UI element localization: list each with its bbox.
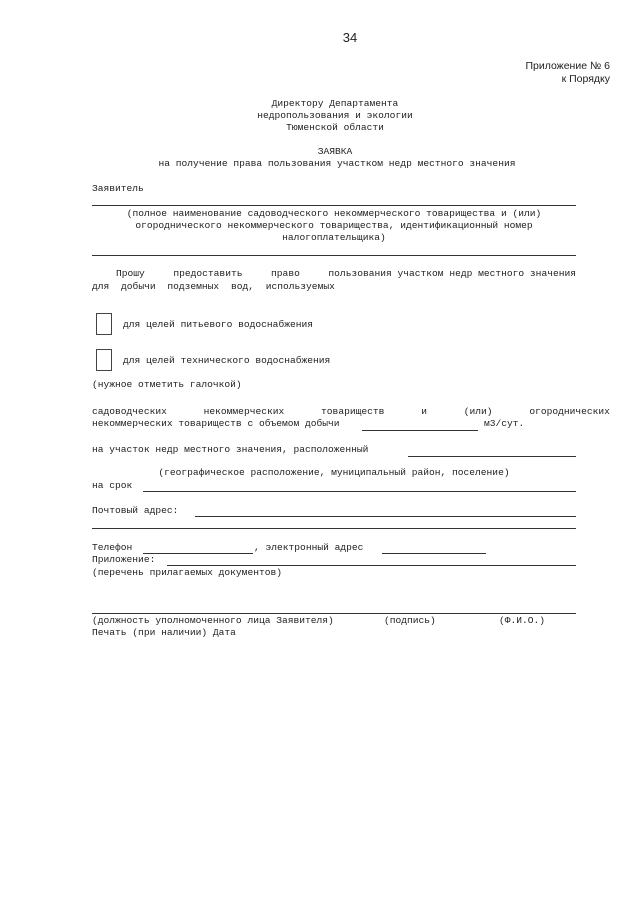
volume-word: и xyxy=(421,406,427,417)
volume-line-2-prefix: некоммерческих товариществ с объемом добычи xyxy=(92,418,340,429)
volume-input-line[interactable] xyxy=(362,430,478,431)
volume-line-1 xyxy=(92,406,610,417)
document-subtitle: на получение права пользования участком недр местного значения xyxy=(158,158,516,169)
volume-word: (или) xyxy=(463,406,493,417)
postal-input-line-2[interactable] xyxy=(92,528,576,529)
request-word: используемых xyxy=(265,281,335,292)
addressee-line-1: Директору Департамента xyxy=(271,98,399,109)
request-word: Прошу xyxy=(116,268,145,279)
drinking-water-checkbox[interactable] xyxy=(96,313,112,335)
location-label: на участок недр местного значения, расположенный xyxy=(92,444,369,455)
applicant-label: Заявитель xyxy=(92,183,144,194)
postal-label: Почтовый адрес: xyxy=(92,505,179,516)
location-hint: (географическое расположение, муниципальный район, поселение) xyxy=(158,467,510,478)
request-line-1 xyxy=(116,268,576,279)
email-label: , электронный адрес xyxy=(254,542,364,553)
request-word: подземных xyxy=(167,281,220,292)
position-hint: (должность уполномоченного лица Заявителя) xyxy=(92,615,334,626)
request-word: добычи xyxy=(121,281,156,292)
postal-input-line-1[interactable] xyxy=(195,516,576,517)
addressee-line-3: Тюменской области xyxy=(286,122,384,133)
technical-water-label: для целей технического водоснабжения xyxy=(123,355,331,366)
drinking-water-label: для целей питьевого водоснабжения xyxy=(123,319,313,330)
volume-unit: м3/сут. xyxy=(484,418,525,429)
request-word: право xyxy=(271,268,300,279)
attachment-label: Приложение: xyxy=(92,554,156,565)
sign-hint: (подпись) xyxy=(384,615,436,626)
request-word: вод, xyxy=(230,281,254,292)
location-input-line[interactable] xyxy=(408,456,576,457)
phone-input-line[interactable] xyxy=(143,553,253,554)
phone-label: Телефон xyxy=(92,542,133,553)
appendix-line-2: к Порядку xyxy=(561,73,610,85)
signature-line[interactable] xyxy=(92,613,576,614)
applicant-hint-line-2: огороднического некоммерческого товарищества, идентификационный номер xyxy=(135,220,533,231)
document-title: ЗАЯВКА xyxy=(317,146,353,157)
applicant-hint-line-3: налогоплательщика) xyxy=(282,232,386,243)
applicant-line-1[interactable] xyxy=(92,205,576,206)
volume-word: товариществ xyxy=(321,406,385,417)
applicant-hint-line-1: (полное наименование садоводческого некоммерческого товарищества и (или) xyxy=(126,208,542,219)
term-label: на срок xyxy=(92,480,133,491)
volume-word: садоводческих xyxy=(92,406,167,417)
request-word: пользования участком недр местного значения xyxy=(328,268,576,279)
stamp-date: Печать (при наличии) Дата xyxy=(92,627,236,638)
attachment-input-line[interactable] xyxy=(167,565,576,566)
email-input-line[interactable] xyxy=(382,553,486,554)
addressee-line-2: недропользования и экологии xyxy=(257,110,413,121)
request-word: предоставить xyxy=(173,268,243,279)
technical-water-checkbox[interactable] xyxy=(96,349,112,371)
volume-word: огороднических xyxy=(529,406,610,417)
term-input-line[interactable] xyxy=(143,491,576,492)
volume-word: некоммерческих xyxy=(203,406,285,417)
request-word: для xyxy=(92,281,110,292)
check-hint: (нужное отметить галочкой) xyxy=(92,379,242,390)
appendix-line-1: Приложение № 6 xyxy=(525,60,610,72)
request-line-2 xyxy=(92,281,335,292)
name-hint: (Ф.И.О.) xyxy=(499,615,546,626)
page-number: 34 xyxy=(342,30,358,45)
applicant-line-2[interactable] xyxy=(92,255,576,256)
attachment-hint: (перечень прилагаемых документов) xyxy=(92,567,282,578)
